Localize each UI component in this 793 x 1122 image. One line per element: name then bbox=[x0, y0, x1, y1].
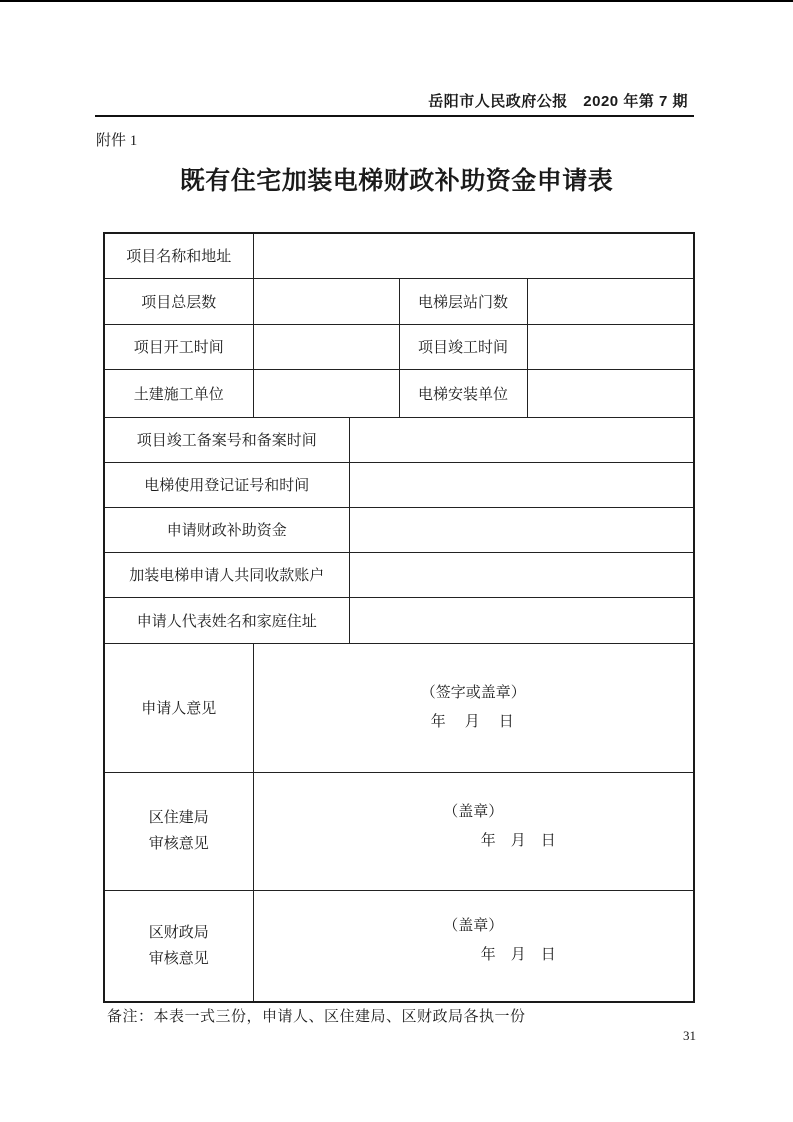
row-joint-account bbox=[104, 552, 694, 597]
value-completion-time bbox=[527, 324, 694, 369]
row-finance-bureau-opinion bbox=[104, 890, 694, 1002]
row-project-name-address bbox=[104, 233, 694, 278]
label-subsidy-amount: 申请财政补助资金 bbox=[104, 507, 349, 552]
finance-bureau-label-line1: 区财政局 bbox=[148, 924, 209, 941]
gazette-header: 岳阳市人民政府公报 2020 年第 7 期 bbox=[428, 93, 688, 110]
housing-bureau-label-line2: 审核意见 bbox=[148, 836, 209, 852]
value-completion-record bbox=[349, 417, 694, 462]
row-elevator-registration bbox=[104, 462, 694, 507]
attachment-label: 附件 1 bbox=[96, 133, 138, 149]
cell-housing-bureau-opinion bbox=[253, 772, 694, 890]
applicant-sign-hint: （签字或盖章） bbox=[420, 685, 526, 701]
value-total-floors bbox=[253, 278, 399, 324]
row-floors bbox=[104, 278, 694, 324]
value-start-time bbox=[253, 324, 399, 369]
label-housing-bureau-opinion bbox=[104, 772, 253, 890]
value-elevator-install-unit bbox=[527, 369, 694, 417]
label-applicant-opinion: 申请人意见 bbox=[104, 643, 253, 772]
label-elevator-stops: 电梯层站门数 bbox=[399, 278, 527, 324]
label-completion-record: 项目竣工备案号和备案时间 bbox=[104, 417, 349, 462]
row-times bbox=[104, 324, 694, 369]
finance-bureau-date-line: 年 月 日 bbox=[480, 947, 556, 964]
page-title: 既有住宅加装电梯财政补助资金申请表 bbox=[179, 168, 614, 195]
label-joint-account: 加装电梯申请人共同收款账户 bbox=[104, 552, 349, 597]
finance-bureau-label-line2: 审核意见 bbox=[148, 950, 209, 967]
label-total-floors: 项目总层数 bbox=[104, 278, 253, 324]
value-elevator-registration bbox=[349, 462, 694, 507]
row-subsidy-amount bbox=[104, 507, 694, 552]
value-project-name-address bbox=[253, 233, 694, 278]
header-rule bbox=[95, 115, 694, 117]
page-top-edge-line bbox=[0, 0, 793, 2]
value-subsidy-amount bbox=[349, 507, 694, 552]
label-start-time: 项目开工时间 bbox=[104, 324, 253, 369]
value-joint-account bbox=[349, 552, 694, 597]
row-housing-bureau-opinion bbox=[104, 772, 694, 890]
row-representative bbox=[104, 597, 694, 643]
value-representative bbox=[349, 597, 694, 643]
finance-bureau-seal-hint: （盖章） bbox=[443, 918, 504, 935]
label-project-name-address: 项目名称和地址 bbox=[104, 233, 253, 278]
label-elevator-install-unit: 电梯安装单位 bbox=[399, 369, 527, 417]
label-elevator-registration: 电梯使用登记证号和时间 bbox=[104, 462, 349, 507]
housing-bureau-seal-hint: （盖章） bbox=[443, 803, 504, 820]
cell-finance-bureau-opinion bbox=[253, 890, 694, 1002]
housing-bureau-date-line: 年 月 日 bbox=[480, 832, 556, 849]
row-units bbox=[104, 369, 694, 417]
label-completion-time: 项目竣工时间 bbox=[399, 324, 527, 369]
value-elevator-stops bbox=[527, 278, 694, 324]
cell-applicant-opinion bbox=[253, 643, 694, 772]
page-number: 31 bbox=[683, 1028, 696, 1043]
application-form-table bbox=[103, 232, 695, 1003]
row-completion-record bbox=[104, 417, 694, 462]
footnote: 备注：本表一式三份，申请人、区住建局、区财政局各执一份 bbox=[107, 1009, 526, 1025]
housing-bureau-label-line1: 区住建局 bbox=[148, 810, 209, 826]
row-applicant-opinion bbox=[104, 643, 694, 772]
label-finance-bureau-opinion bbox=[104, 890, 253, 1002]
label-representative: 申请人代表姓名和家庭住址 bbox=[104, 597, 349, 643]
label-construction-unit: 土建施工单位 bbox=[104, 369, 253, 417]
value-construction-unit bbox=[253, 369, 399, 417]
applicant-date-line: 年 月 日 bbox=[430, 714, 516, 730]
